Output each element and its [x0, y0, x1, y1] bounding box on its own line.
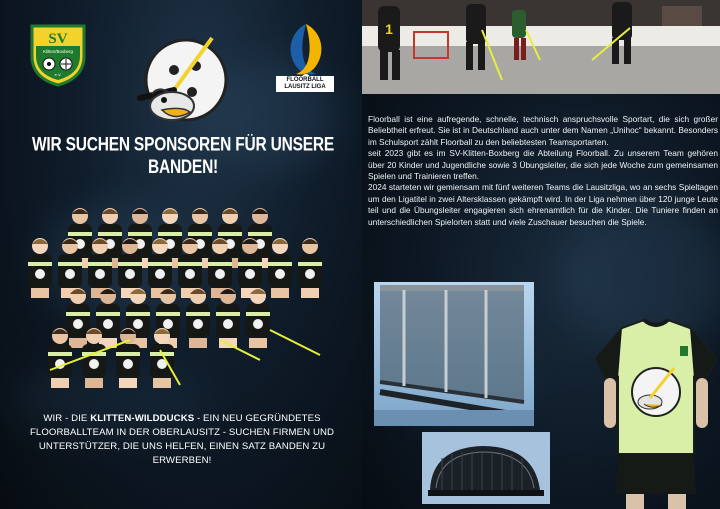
right-panel	[362, 0, 720, 509]
svg-text:Klitten/Boxberg: Klitten/Boxberg	[43, 49, 73, 54]
team-photo	[20, 190, 340, 390]
board-photo-stand	[422, 432, 550, 504]
liga-logo-wordmark	[276, 76, 334, 92]
sv-club-logo-icon	[28, 22, 88, 88]
paragraph-3: 2024 starteten wir gemiensam mit fünf weiteren Teams die Lausitzliga, wo an sechs Spieltagen um den Ligatitel in zwei Altersklassen gekämpft wird. In der Liga nehmen über 120 junge Leute teil und die Übungsleiter engagieren sich ehrenamtlich für die Kinder. Die Tuniere finden an unterschiedlichen Spielorten statt und viele Zuschauer besuchen die Spiele.	[368, 182, 718, 227]
intro-text	[18, 412, 346, 468]
svg-text:SV: SV	[48, 31, 68, 47]
action-photo	[362, 0, 720, 94]
liga-logo-line2: LAUSITZ LIGA	[284, 84, 326, 90]
team-member	[48, 328, 72, 388]
team-jersey-photo	[592, 318, 720, 509]
team-member	[28, 238, 52, 298]
svg-text:1: 1	[385, 21, 393, 37]
team-member	[298, 238, 322, 298]
intro-prefix: WIR - DIE	[43, 413, 91, 424]
headline: WIR SUCHEN SPONSOREN FÜR UNSERE BANDEN!	[31, 134, 335, 178]
team-name: KLITTEN-WILDDUCKS	[90, 413, 195, 424]
floorball-stick	[270, 330, 320, 355]
paragraph-2: seit 2023 gibt es im SV-Klitten-Boxberg die Abteilung Floorball. Zu unserem Team gehören über 20 Kinder und Jugendliche sowie 3 Übungsleiter, die sich jede Woche zum gemeinsamen Spielen und Trainieren treffen.	[368, 148, 718, 182]
body-text	[368, 114, 718, 228]
paragraph-1: Floorball ist eine aufregende, schnelle, technisch anspruchsvolle Sportart, die sich großer Beliebtheit erfreut. Sie ist in Deutschland auch unter dem Namen „Unihoc“ bekannt. Besonders im Schulsport zählt Floorball zu den beliebtesten Teamsportarten.	[368, 114, 718, 147]
intro-rest: - EIN NEU GEGRÜNDETES FLOORBALLTEAM IN DER OBERLAUSITZ - SUCHEN FIRMEN UND UNTERSTÜTZER, DIE UNS HELFEN, EINEN SATZ BANDEN ZU ERWERBEN!	[29, 413, 335, 466]
liga-logo-line1: FLOORBALL	[286, 77, 324, 83]
wildducks-duck-logo-icon	[134, 36, 230, 130]
board-photo-glass	[374, 282, 534, 426]
svg-text:e.V.: e.V.	[54, 72, 62, 77]
